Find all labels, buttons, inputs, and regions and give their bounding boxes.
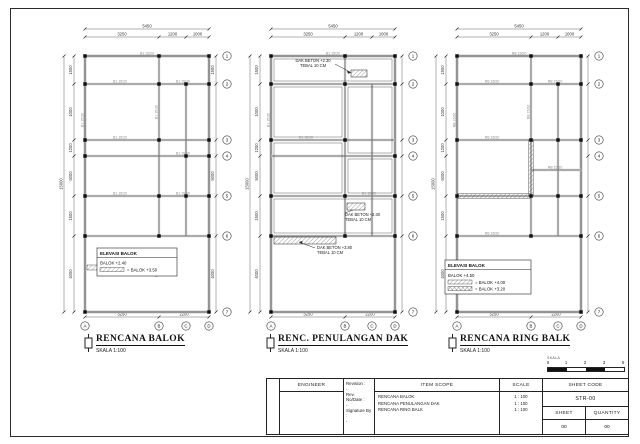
quantity-header: QUANTITY bbox=[586, 407, 628, 420]
svg-text:1: 1 bbox=[225, 53, 229, 59]
scale-bar-ticks: 0 1 2 3 5 bbox=[546, 360, 625, 365]
svg-text:5: 5 bbox=[597, 193, 601, 199]
svg-text:15000: 15000 bbox=[244, 178, 250, 190]
dim-right-seg: 5000 bbox=[210, 171, 215, 181]
svg-text:5: 5 bbox=[225, 193, 229, 199]
titleblock-empty-col bbox=[267, 379, 280, 434]
titleblock-scale-col bbox=[500, 379, 543, 434]
dim-left-total: 15000 bbox=[58, 178, 64, 190]
svg-text:C: C bbox=[370, 323, 374, 329]
scale-row: 1 : 100 bbox=[514, 394, 528, 399]
titleblock-itemscope-col bbox=[375, 379, 500, 434]
dim-bottom-seg: 3250 bbox=[117, 311, 127, 317]
svg-text:RB 15/20: RB 15/20 bbox=[484, 135, 500, 140]
svg-text:B1 15/20: B1 15/20 bbox=[112, 79, 128, 84]
svg-text:RB 15/20: RB 15/20 bbox=[511, 51, 527, 56]
dim-top-total: 5450 bbox=[142, 23, 152, 29]
graphic-scale-bar bbox=[547, 356, 625, 372]
svg-text:D: D bbox=[207, 323, 211, 329]
dim-left-seg: 4000 bbox=[68, 269, 73, 279]
svg-text:B1 15/20: B1 15/20 bbox=[175, 79, 191, 84]
legend-hatch-swatch bbox=[448, 287, 472, 291]
svg-text:4000: 4000 bbox=[254, 269, 259, 279]
svg-text:6: 6 bbox=[225, 233, 229, 239]
itemscope-row: RENCANA PENULANGAN DAK bbox=[378, 400, 440, 406]
plan3-scale: SKALA 1:100 bbox=[460, 347, 490, 354]
svg-text:5000: 5000 bbox=[254, 171, 259, 181]
plan2-title: RENC. PENULANGAN DAK bbox=[278, 334, 409, 344]
hatched-beam bbox=[529, 140, 534, 196]
svg-text:3: 3 bbox=[225, 137, 229, 143]
itemscope-row: RENCANA RING BALK bbox=[378, 407, 423, 412]
svg-text:7: 7 bbox=[597, 309, 601, 315]
svg-text:RB 15/20: RB 15/20 bbox=[547, 165, 563, 170]
svg-text:D: D bbox=[393, 323, 397, 329]
svg-text:B1 15/20: B1 15/20 bbox=[266, 112, 271, 128]
svg-text:4000: 4000 bbox=[440, 269, 445, 279]
svg-text:B1 15/20: B1 15/20 bbox=[361, 191, 377, 196]
svg-text:1000: 1000 bbox=[254, 107, 259, 117]
svg-text:TEBAL 10 CM: TEBAL 10 CM bbox=[317, 250, 344, 255]
itemscope-row: RENCANA BALOK bbox=[378, 394, 415, 399]
svg-text:B: B bbox=[343, 323, 347, 329]
svg-text:3250: 3250 bbox=[489, 311, 499, 317]
svg-text:2: 2 bbox=[597, 81, 601, 87]
svg-text:RB 15/20: RB 15/20 bbox=[484, 231, 500, 236]
svg-text:6: 6 bbox=[597, 233, 601, 239]
svg-text:5: 5 bbox=[411, 193, 415, 199]
plan-penulangan-dak bbox=[243, 20, 421, 332]
section-marker-icon bbox=[266, 334, 275, 352]
svg-text:1000: 1000 bbox=[564, 31, 575, 37]
titleblock-sheetcode-col bbox=[543, 379, 628, 434]
svg-text:A: A bbox=[83, 323, 87, 329]
svg-text:B1 15/20: B1 15/20 bbox=[325, 51, 341, 56]
scale-row: 1 : 100 bbox=[514, 407, 528, 412]
beam-labels bbox=[453, 52, 563, 236]
dim-left-seg: 1000 bbox=[68, 107, 73, 117]
svg-text:1500: 1500 bbox=[440, 65, 445, 75]
svg-text:1200: 1200 bbox=[440, 143, 445, 153]
scale-bar-segments bbox=[547, 367, 625, 372]
svg-text:2200: 2200 bbox=[365, 311, 375, 317]
dim-top-seg: 1000 bbox=[192, 31, 203, 37]
svg-text:RB 15/20: RB 15/20 bbox=[452, 112, 457, 128]
svg-text:D: D bbox=[579, 323, 583, 329]
svg-text:1500: 1500 bbox=[254, 65, 259, 75]
svg-text:BALOK +4.50: BALOK +4.50 bbox=[448, 273, 475, 278]
svg-text:B1 15/20: B1 15/20 bbox=[298, 135, 314, 140]
svg-text:DAK BETON +3.80: DAK BETON +3.80 bbox=[317, 245, 353, 250]
svg-text:5000: 5000 bbox=[440, 171, 445, 181]
svg-text:TEBAL 10 CM: TEBAL 10 CM bbox=[299, 63, 327, 68]
grid-bubbles-cols bbox=[81, 322, 213, 330]
scale-row: 1 : 100 bbox=[514, 400, 528, 406]
svg-text:1: 1 bbox=[597, 53, 601, 59]
titleblock-engineer-col bbox=[280, 379, 344, 434]
plan1-title-block bbox=[84, 334, 185, 354]
svg-text:TEBAL 10 CM: TEBAL 10 CM bbox=[345, 217, 372, 222]
dim-top-seg: 3250 bbox=[117, 31, 127, 37]
plan2-scale: SKALA 1:100 bbox=[278, 347, 308, 354]
building-structure bbox=[267, 52, 397, 314]
svg-text:3250: 3250 bbox=[489, 31, 499, 37]
dim-left-seg: 1500 bbox=[68, 211, 73, 221]
signature-label: Signature By : bbox=[346, 408, 372, 418]
svg-text:2200: 2200 bbox=[551, 311, 561, 317]
svg-text:RB 15/20: RB 15/20 bbox=[484, 79, 500, 84]
svg-text:1200: 1200 bbox=[353, 31, 364, 37]
sheet-header: SHEET bbox=[543, 407, 585, 420]
svg-text:A: A bbox=[455, 323, 459, 329]
svg-text:B1 15/20: B1 15/20 bbox=[80, 112, 85, 128]
svg-text:4: 4 bbox=[411, 153, 415, 159]
svg-text:5450: 5450 bbox=[514, 23, 524, 29]
dim-left-seg: 5000 bbox=[68, 171, 73, 181]
svg-text:1000: 1000 bbox=[378, 31, 389, 37]
svg-text:2: 2 bbox=[411, 81, 415, 87]
svg-text:RB 15/20: RB 15/20 bbox=[526, 104, 531, 120]
svg-text:= BALOK +4.00: = BALOK +4.00 bbox=[475, 280, 506, 285]
dim-bottom-seg: 2200 bbox=[179, 311, 189, 317]
legend-elevasi-balok bbox=[445, 260, 531, 294]
scale-bar-label: SKALA bbox=[547, 356, 561, 360]
svg-text:B1 15/20: B1 15/20 bbox=[112, 135, 128, 140]
dim-right-seg: 1500 bbox=[210, 65, 215, 75]
svg-text:B1 15/20: B1 15/20 bbox=[154, 104, 159, 120]
revision-label: Revision : bbox=[346, 381, 366, 386]
svg-text:7: 7 bbox=[225, 309, 229, 315]
grid-bubbles-rows bbox=[409, 52, 417, 316]
quantity-number: 00 bbox=[604, 424, 610, 430]
sheet-cell bbox=[543, 407, 586, 434]
titleblock-revision-col bbox=[344, 379, 375, 434]
svg-text:B1 15/20: B1 15/20 bbox=[112, 191, 128, 196]
svg-text:ELEVASI BALOK: ELEVASI BALOK bbox=[448, 263, 485, 268]
revdate-value: - bbox=[346, 402, 348, 408]
svg-text:A: A bbox=[269, 323, 273, 329]
grid-bubbles-cols bbox=[453, 322, 585, 330]
svg-text:3: 3 bbox=[597, 137, 601, 143]
svg-text:BALOK +2.40: BALOK +2.40 bbox=[100, 260, 127, 266]
svg-text:15000: 15000 bbox=[430, 178, 436, 190]
revdate-label: Rev. No/Date : bbox=[346, 392, 365, 402]
svg-text:B1 15/20: B1 15/20 bbox=[175, 151, 191, 156]
grid-bubbles-cols bbox=[267, 322, 399, 330]
svg-text:ELEVASI BALOK: ELEVASI BALOK bbox=[100, 251, 137, 256]
grid-bubbles-rows bbox=[595, 52, 603, 316]
plan1-title: RENCANA BALOK bbox=[96, 334, 185, 344]
svg-text:3250: 3250 bbox=[303, 311, 313, 317]
svg-text:6: 6 bbox=[411, 233, 415, 239]
sheet-number: 00 bbox=[561, 424, 567, 430]
svg-text:1500: 1500 bbox=[254, 211, 259, 221]
scale-header: SCALE bbox=[500, 379, 542, 392]
svg-text:C: C bbox=[184, 323, 188, 329]
svg-text:= BALOK +3.50: = BALOK +3.50 bbox=[127, 267, 158, 273]
dim-left-seg: 1200 bbox=[68, 143, 73, 153]
svg-text:3: 3 bbox=[411, 137, 415, 143]
svg-text:4: 4 bbox=[225, 153, 229, 159]
plan-ring-balk bbox=[429, 20, 607, 332]
sheet-code-value: STR-00 bbox=[575, 396, 596, 402]
signature-value: - bbox=[346, 418, 348, 424]
svg-text:1500: 1500 bbox=[440, 211, 445, 221]
svg-text:1200: 1200 bbox=[539, 31, 550, 37]
legend-hatch-swatch bbox=[448, 280, 472, 284]
quantity-cell bbox=[586, 407, 628, 434]
svg-text:B: B bbox=[157, 323, 161, 329]
svg-text:7: 7 bbox=[411, 309, 415, 315]
plan-rencana-balok bbox=[57, 20, 235, 332]
svg-text:B1 15/20: B1 15/20 bbox=[139, 51, 155, 56]
beam-labels bbox=[81, 52, 191, 278]
dim-left-seg: 1500 bbox=[68, 65, 73, 75]
sheetcode-header: SHEET CODE bbox=[543, 379, 628, 392]
section-marker-icon bbox=[448, 334, 457, 352]
svg-text:B: B bbox=[529, 323, 533, 329]
plan2-title-block bbox=[266, 334, 408, 354]
svg-text:DAK BETON +2.30: DAK BETON +2.30 bbox=[345, 212, 381, 217]
svg-text:C: C bbox=[556, 323, 560, 329]
plan3-title: RENCANA RING BALK bbox=[460, 334, 571, 344]
legend-hatch-swatch bbox=[100, 268, 124, 272]
grid-bubbles-rows bbox=[223, 52, 231, 316]
dim-right-seg: 4000 bbox=[210, 269, 215, 279]
svg-text:2: 2 bbox=[225, 81, 229, 87]
itemscope-header: ITEM SCOPE bbox=[375, 379, 499, 392]
hatched-beam bbox=[458, 194, 531, 199]
dim-top-seg: 1200 bbox=[167, 31, 178, 37]
section-marker-icon bbox=[84, 334, 93, 352]
engineer-header: ENGINEER bbox=[280, 379, 343, 392]
plan1-scale: SKALA 1:100 bbox=[96, 347, 126, 354]
svg-text:RB 15/20: RB 15/20 bbox=[547, 79, 563, 84]
plan3-title-block bbox=[448, 334, 570, 354]
svg-text:= BALOK +3.20: = BALOK +3.20 bbox=[475, 286, 506, 292]
svg-text:3250: 3250 bbox=[303, 31, 313, 37]
svg-text:DAK BETON +2.30: DAK BETON +2.30 bbox=[295, 58, 331, 63]
legend-elevasi-balok bbox=[97, 248, 177, 276]
svg-text:1000: 1000 bbox=[440, 107, 445, 117]
svg-text:5450: 5450 bbox=[328, 23, 338, 29]
svg-text:4: 4 bbox=[597, 153, 601, 159]
svg-text:1200: 1200 bbox=[254, 143, 259, 153]
svg-text:1: 1 bbox=[411, 53, 415, 59]
revision-value: - bbox=[346, 386, 348, 392]
svg-text:B1 15/20: B1 15/20 bbox=[175, 191, 191, 196]
title-block bbox=[266, 378, 629, 435]
engineer-value-cell bbox=[280, 392, 343, 434]
